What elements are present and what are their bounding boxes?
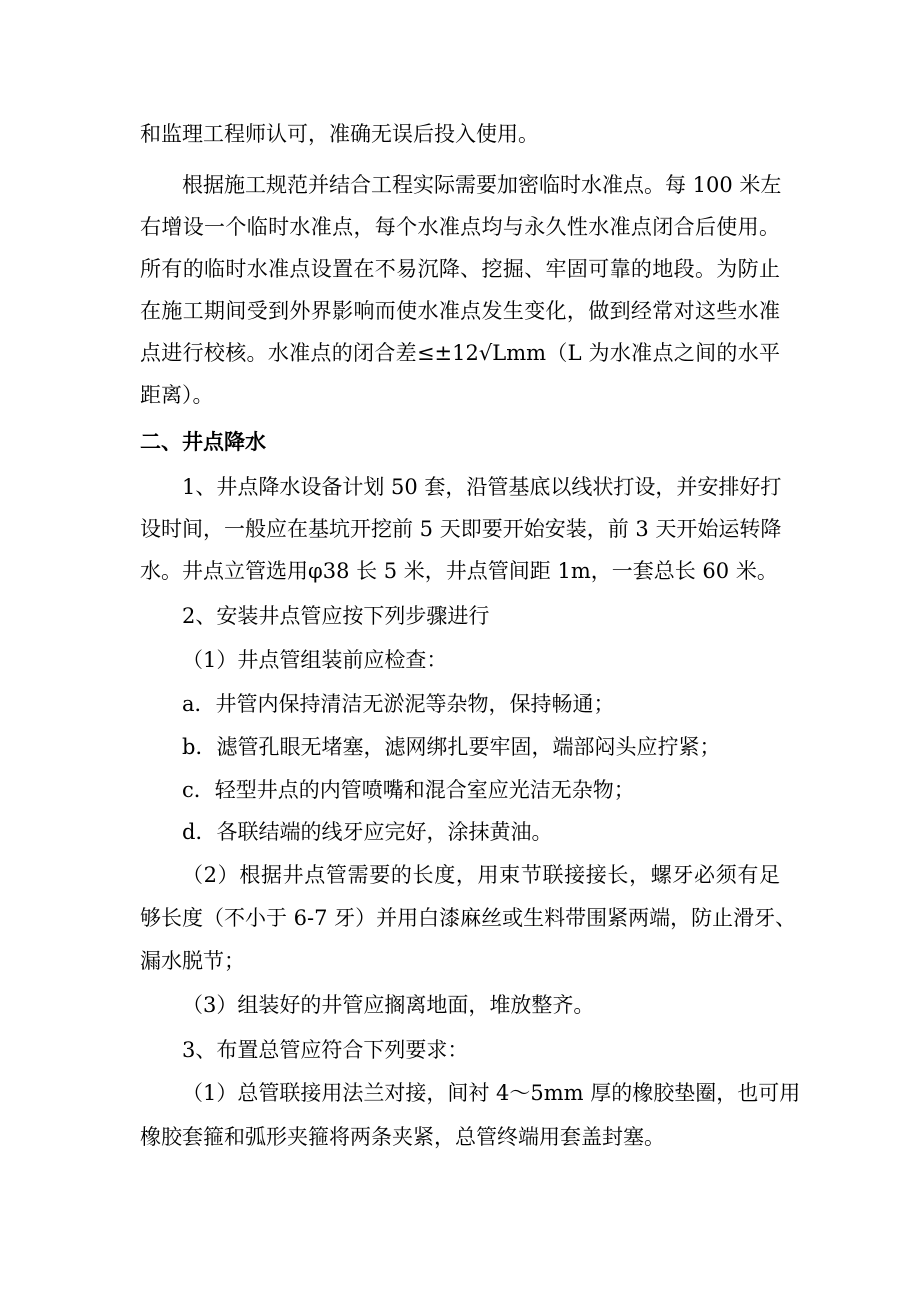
paragraph-line: 和监理工程师认可，准确无误后投入使用。	[140, 122, 539, 146]
paragraph-line: 3、布置总管应符合下列要求：	[182, 1038, 469, 1062]
paragraph-line: 橡胶套箍和弧形夹箍将两条夹紧，总管终端用套盖封塞。	[140, 1125, 665, 1149]
section-heading: 二、井点降水	[140, 429, 266, 454]
paragraph-line: （2）根据井点管需要的长度，用束节联接接长，螺牙必须有足	[182, 863, 780, 887]
paragraph-line: （1）总管联接用法兰对接，间衬 4～5mm 厚的橡胶垫圈，也可用	[182, 1081, 801, 1105]
list-item: b．滤管孔眼无堵塞，滤网绑扎要牢固，端部闷头应拧紧；	[182, 735, 721, 759]
paragraph-line: 设时间，一般应在基坑开挖前 5 天即要开始安装，前 3 天开始运转降	[140, 517, 782, 541]
paragraph-line: 漏水脱节；	[140, 949, 245, 973]
list-item: d．各联结端的线牙应完好，涂抹黄油。	[182, 820, 553, 844]
paragraph-line: 够长度（不小于 6-7 牙）并用白漆麻丝或生料带围紧两端，防止滑牙、	[140, 906, 797, 930]
paragraph-line: 在施工期间受到外界影响而使水准点发生变化，做到经常对这些水准	[140, 299, 780, 323]
paragraph-line: （1）井点管组装前应检查：	[182, 648, 448, 672]
list-item: a．井管内保持清洁无淤泥等杂物，保持畅通；	[182, 692, 615, 716]
paragraph-line: 根据施工规范并结合工程实际需要加密临时水准点。每 100 米左	[182, 173, 782, 197]
paragraph-line: 水。井点立管选用φ38 长 5 米，井点管间距 1m，一套总长 60 米。	[140, 559, 778, 583]
paragraph-line: 右增设一个临时水准点，每个水准点均与永久性水准点闭合后使用。	[140, 215, 780, 239]
list-item: c．轻型井点的内管喷嘴和混合室应光洁无杂物；	[182, 778, 635, 802]
paragraph-line: 1、井点降水设备计划 50 套，沿管基底以线状打设，并安排好打	[182, 475, 782, 499]
paragraph-line: 点进行校核。水准点的闭合差≤±12√Lmm（L 为水准点之间的水平	[140, 341, 780, 365]
paragraph-line: 2、安装井点管应按下列步骤进行	[182, 604, 490, 628]
paragraph-line: 距离）。	[140, 383, 214, 407]
paragraph-line: （3）组装好的井管应搁离地面，堆放整齐。	[182, 993, 595, 1017]
paragraph-line: 所有的临时水准点设置在不易沉降、挖掘、牢固可靠的地段。为防止	[140, 257, 780, 281]
